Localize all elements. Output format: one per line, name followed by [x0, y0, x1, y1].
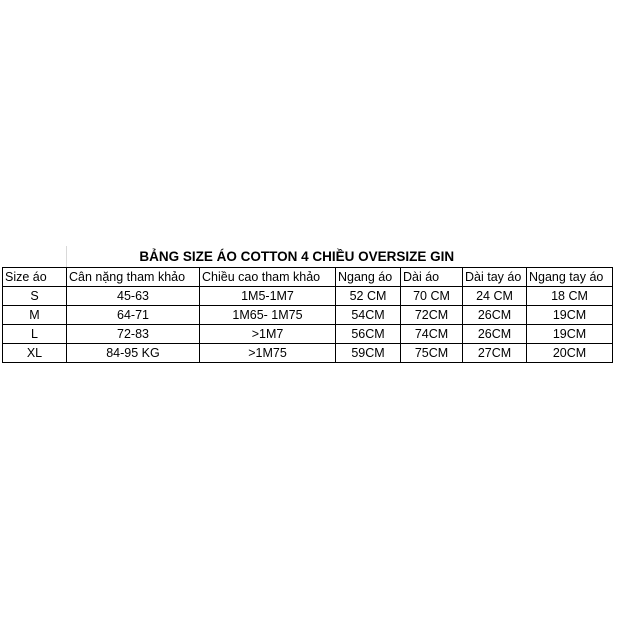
- cell-chest-width: 52 CM: [336, 286, 401, 305]
- cell-height: 1M5-1M7: [200, 286, 336, 305]
- header-chest-width: Ngang áo: [336, 267, 401, 286]
- cell-size: S: [3, 286, 67, 305]
- cell-sleeve-width: 18 CM: [527, 286, 613, 305]
- title-row: [3, 246, 613, 267]
- header-length: Dài áo: [401, 267, 463, 286]
- header-row: [3, 267, 613, 286]
- header-height: Chiều cao tham khảo: [200, 267, 336, 286]
- cell-size: M: [3, 305, 67, 324]
- cell-weight: 72-83: [67, 324, 200, 343]
- header-size: Size áo: [3, 267, 67, 286]
- cell-sleeve-width: 19CM: [527, 324, 613, 343]
- cell-weight: 64-71: [67, 305, 200, 324]
- table-title: BẢNG SIZE ÁO COTTON 4 CHIỀU OVERSIZE GIN: [67, 246, 527, 267]
- cell-size: L: [3, 324, 67, 343]
- cell-length: 74CM: [401, 324, 463, 343]
- cell-chest-width: 59CM: [336, 343, 401, 362]
- cell-sleeve-width: 20CM: [527, 343, 613, 362]
- title-row-empty-cell: [527, 246, 613, 267]
- cell-length: 72CM: [401, 305, 463, 324]
- cell-sleeve-length: 26CM: [463, 324, 527, 343]
- cell-sleeve-width: 19CM: [527, 305, 613, 324]
- title-row-empty-cell: [3, 246, 67, 267]
- table-row: [3, 343, 613, 362]
- cell-length: 70 CM: [401, 286, 463, 305]
- cell-height: >1M75: [200, 343, 336, 362]
- cell-height: >1M7: [200, 324, 336, 343]
- table-row: [3, 324, 613, 343]
- header-sleeve-width: Ngang tay áo: [527, 267, 613, 286]
- cell-sleeve-length: 27CM: [463, 343, 527, 362]
- cell-chest-width: 56CM: [336, 324, 401, 343]
- cell-sleeve-length: 24 CM: [463, 286, 527, 305]
- cell-weight: 45-63: [67, 286, 200, 305]
- size-chart-table: [2, 246, 613, 363]
- header-weight: Cân nặng tham khảo: [67, 267, 200, 286]
- header-sleeve-length: Dài tay áo: [463, 267, 527, 286]
- cell-chest-width: 54CM: [336, 305, 401, 324]
- cell-size: XL: [3, 343, 67, 362]
- cell-sleeve-length: 26CM: [463, 305, 527, 324]
- cell-weight: 84-95 KG: [67, 343, 200, 362]
- table-row: [3, 286, 613, 305]
- cell-length: 75CM: [401, 343, 463, 362]
- table-row: [3, 305, 613, 324]
- cell-height: 1M65- 1M75: [200, 305, 336, 324]
